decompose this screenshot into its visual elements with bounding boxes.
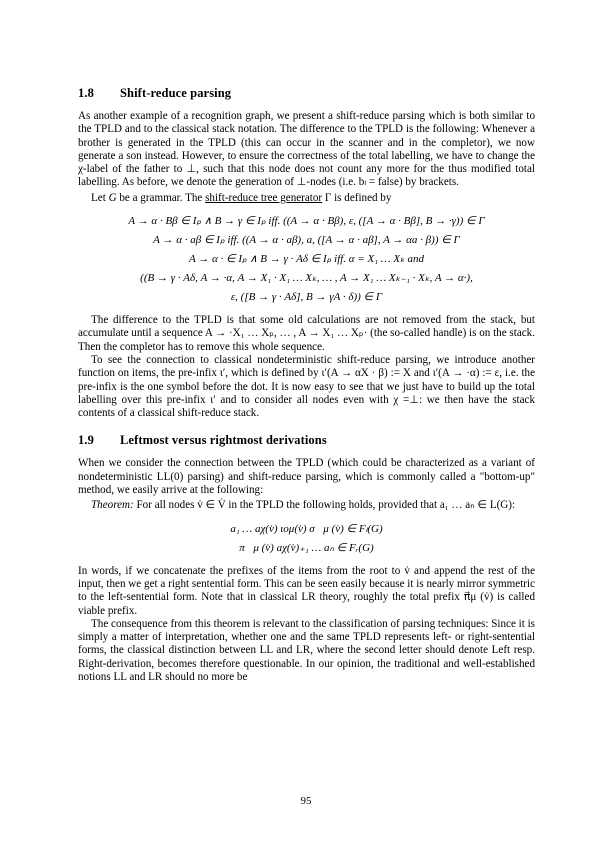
equation-line-1: A → α · Bβ ∈ Iₚ ∧ B → γ ∈ Iₚ iff. ((A → α · Bβ), ε, ([A → α · Bβ], B → ·γ)) ∈ Γ	[128, 215, 485, 228]
equation-block-1-9	[78, 520, 535, 558]
section-heading-1-9	[78, 433, 535, 448]
page-number: 95	[300, 795, 312, 807]
equation-line-2: A → α · aβ ∈ Iₚ iff. ((A → α · aβ), a, ([A → α · aβ], A → αa · β)) ∈ Γ	[153, 234, 460, 247]
paragraph-1-8-intro: As another example of a recognition graph, we present a shift-reduce parsing which is both similar to the TPLD and to the classical stack notation. The difference to the TPLD is the following: Whenever a brother is generated in the TPLD (this can occur in the scanner and in the completor), we now generate a son instead. However, to ensure the correctness of the total labelling, we have to change the χ-label of the father to ⊥, such that this node does not count any more for the thus modified total labelling. As before, we denote the generation of ⊥-nodes (i.e. bₗ = false) by brackets.	[78, 110, 535, 189]
equation-line-5: ε, ([B → γ · Aδ], B → γA · δ)) ∈ Γ	[230, 291, 383, 304]
paragraph-1-9-intro: When we consider the connection between the TPLD (which could be characterized as a variant of nondeterministic LL(0) parsing) and shift-reduce parsing, which is commonly called a "bottom-up" method, we easily arrive at the following:	[78, 457, 535, 497]
paragraph-1-8-difference: The difference to the TPLD is that some old calculations are not removed from the stack, but accumulate until a sequence A → ·X₁ … Xₚ, … , A → X₁ … Xₚ· (the so-called handle) is on the stack. Then the completor has to remove this whole sequence.	[78, 314, 535, 353]
page-content	[78, 86, 535, 684]
section-heading-1-8	[78, 86, 535, 101]
theorem-body: For all nodes v̇ ∈ V̇ in the TPLD the following holds, provided that a₁ … aₙ ∈ L(G):	[136, 499, 516, 512]
section-number-1-9: 1.9	[78, 433, 94, 448]
definition-lead-mid: be a grammar. The	[116, 191, 206, 204]
theorem-equation-right: π⃗μ (v̇) aχ(v̇)₊₁ … aₙ ∈ Fᵣ(G)	[239, 541, 374, 554]
definition-lead-pre: Let	[91, 191, 109, 204]
paragraph-1-9-inwords: In words, if we concatenate the prefixes of the items from the root to v̇ and append the rest of the input, then we get a right sentential form. This can be seen easily because it is nearly mirror symmetric to the left-sentential form. Note that in classical LR theory, roughly the total prefix π⃗μ (v̇) is called viable prefix.	[78, 564, 535, 617]
grammar-symbol: G	[108, 191, 117, 204]
equation-line-4: ((B → γ · Aδ, A → ·α, A → X₁ · X₁ … Xₖ, … , A → X₁ … Xₖ₋₁ · Xₖ, A → α·),	[140, 272, 473, 285]
equation-block-1-8	[78, 212, 535, 307]
theorem-label: Theorem:	[91, 499, 134, 512]
section-title-1-9: Leftmost versus rightmost derivations	[120, 433, 327, 448]
section-title: Shift-reduce parsing	[120, 86, 232, 100]
paragraph-1-9-consequence: The consequence from this theorem is relevant to the classification of parsing techniques: Since it is simply a matter of interpretation, whether one and the same TPLD represents left- or right-sentential forms, the classical distinction between LL and LR, where the second letter should denote Left resp. Right-derivation, becomes therefore questionable. In our opinion, the traditional and well-established notions LL and LR should no more be	[78, 617, 535, 684]
theorem-statement	[78, 499, 535, 512]
section-number: 1.8	[78, 86, 94, 100]
paragraph-1-8-definition-lead	[78, 192, 535, 205]
theorem-equation-left: a₁ … aχ(v̇) ιομ(v̇) σ⃗μ (v̇) ∈ Fₗ(G)	[230, 522, 383, 535]
term-shift-reduce-tree-generator: shift-reduce tree generator	[205, 191, 323, 204]
equation-line-3: A → α · ∈ Iₚ ∧ B → γ · Aδ ∈ Iₚ iff. α = X₁ … Xₖ and	[189, 253, 424, 266]
definition-lead-post: Γ is defined by	[322, 191, 392, 204]
paragraph-1-8-preinfix: To see the connection to classical nondeterministic shift-reduce parsing, we introduce another function on items, the pre-infix ι′, which is defined by ι′(A → αX · β) := X and ι′(A → ·α) := ε, i.e. the pre-infix is the one symbol before the dot. It is now easy to see that we just have to build up the total labelling over this pre-infix ι′ and to consider all nodes even with χ =⊥: we then have the stack contents of a classical shift-reduce stack.	[78, 353, 535, 420]
